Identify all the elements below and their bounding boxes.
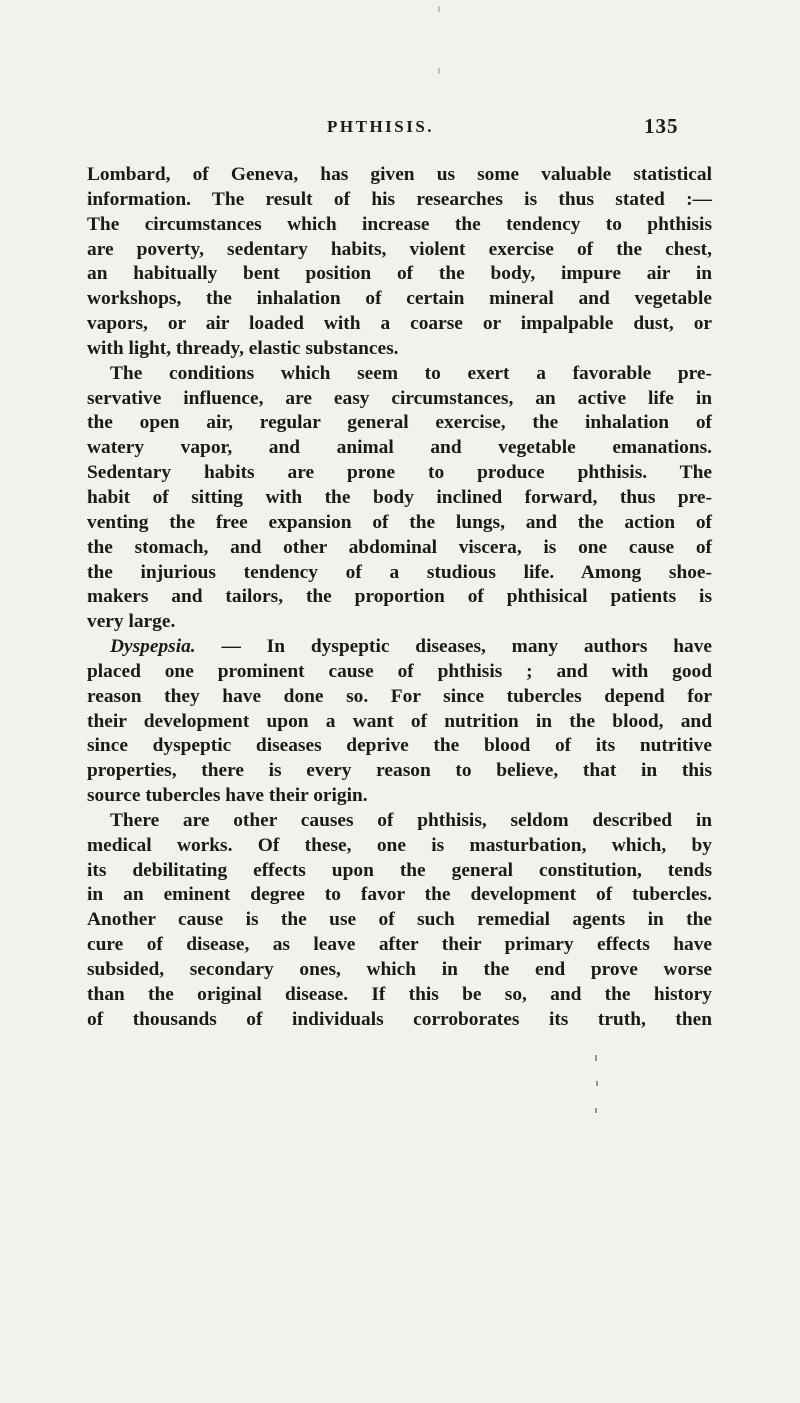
page-number: 135 xyxy=(644,114,679,138)
text-line: There are other causes of phthisis, seldom described in xyxy=(110,809,712,831)
text-line: properties, there is every reason to believe, that in this xyxy=(87,760,712,782)
text-line: Another cause is the use of such remedial agents in the xyxy=(87,909,712,931)
section-lead-dyspepsia: Dyspepsia. xyxy=(110,636,196,658)
text-line: The conditions which seem to exert a favorable pre- xyxy=(110,362,712,384)
text-line: Sedentary habits are prone to produce phthisis. The xyxy=(87,462,712,484)
paper-speck xyxy=(595,1108,597,1113)
text-line xyxy=(87,635,712,660)
paper-speck xyxy=(438,6,440,12)
text-line: vapors, or air loaded with a coarse or impalpable dust, or xyxy=(87,313,712,335)
text-line: cure of disease, as leave after their primary effects have xyxy=(87,934,712,956)
paper-speck xyxy=(595,1055,597,1061)
text-line: very large. xyxy=(87,611,176,633)
text-line: its debilitating effects upon the general constitution, tends xyxy=(87,859,712,881)
text-line: reason they have done so. For since tubercles depend for xyxy=(87,685,712,707)
text-line: the stomach, and other abdominal viscera, is one cause of xyxy=(87,536,712,558)
text-line: in an eminent degree to favor the development of tubercles. xyxy=(87,884,712,906)
text-line: servative influence, are easy circumstances, an active life in xyxy=(87,387,712,409)
text-line: The circumstances which increase the tendency to phthisis xyxy=(87,213,712,235)
body-text xyxy=(87,163,712,1033)
text-line-rest: — In dyspeptic diseases, many authors have xyxy=(221,636,712,658)
page-header xyxy=(0,114,800,143)
text-line: the open air, regular general exercise, the inhalation of xyxy=(87,412,712,434)
text-line: workshops, the inhalation of certain mineral and vegetable xyxy=(87,288,712,310)
text-line: with light, thready, elastic substances. xyxy=(87,337,399,359)
text-line: are poverty, sedentary habits, violent exercise of the chest, xyxy=(87,238,712,260)
text-line: placed one prominent cause of phthisis ; and with good xyxy=(87,660,712,682)
text-line: source tubercles have their origin. xyxy=(87,785,368,807)
text-line: Lombard, of Geneva, has given us some valuable statistical xyxy=(87,164,712,185)
text-line: venting the free expansion of the lungs, and the action of xyxy=(87,511,712,533)
text-line: their development upon a want of nutrition in the blood, and xyxy=(87,710,712,732)
paper-speck xyxy=(438,68,440,74)
text-line: the injurious tendency of a studious life. Among shoe- xyxy=(87,561,712,583)
text-line: makers and tailors, the proportion of phthisical patients is xyxy=(87,586,712,608)
text-line: of thousands of individuals corroborates its truth, then xyxy=(87,1008,712,1030)
text-line: medical works. Of these, one is masturbation, which, by xyxy=(87,834,712,856)
paper-speck xyxy=(596,1081,598,1086)
text-line: since dyspeptic diseases deprive the blood of its nutritive xyxy=(87,735,712,757)
text-line: watery vapor, and animal and vegetable emanations. xyxy=(87,437,712,459)
text-line: subsided, secondary ones, which in the end prove worse xyxy=(87,959,712,980)
text-line: habit of sitting with the body inclined forward, thus pre- xyxy=(87,486,712,508)
text-line: than the original disease. If this be so, and the history xyxy=(87,983,712,1005)
text-line: an habitually bent position of the body, impure air in xyxy=(87,263,712,285)
running-head: PHTHISIS. xyxy=(327,117,435,136)
text-line: information. The result of his researches is thus stated :— xyxy=(87,188,712,210)
